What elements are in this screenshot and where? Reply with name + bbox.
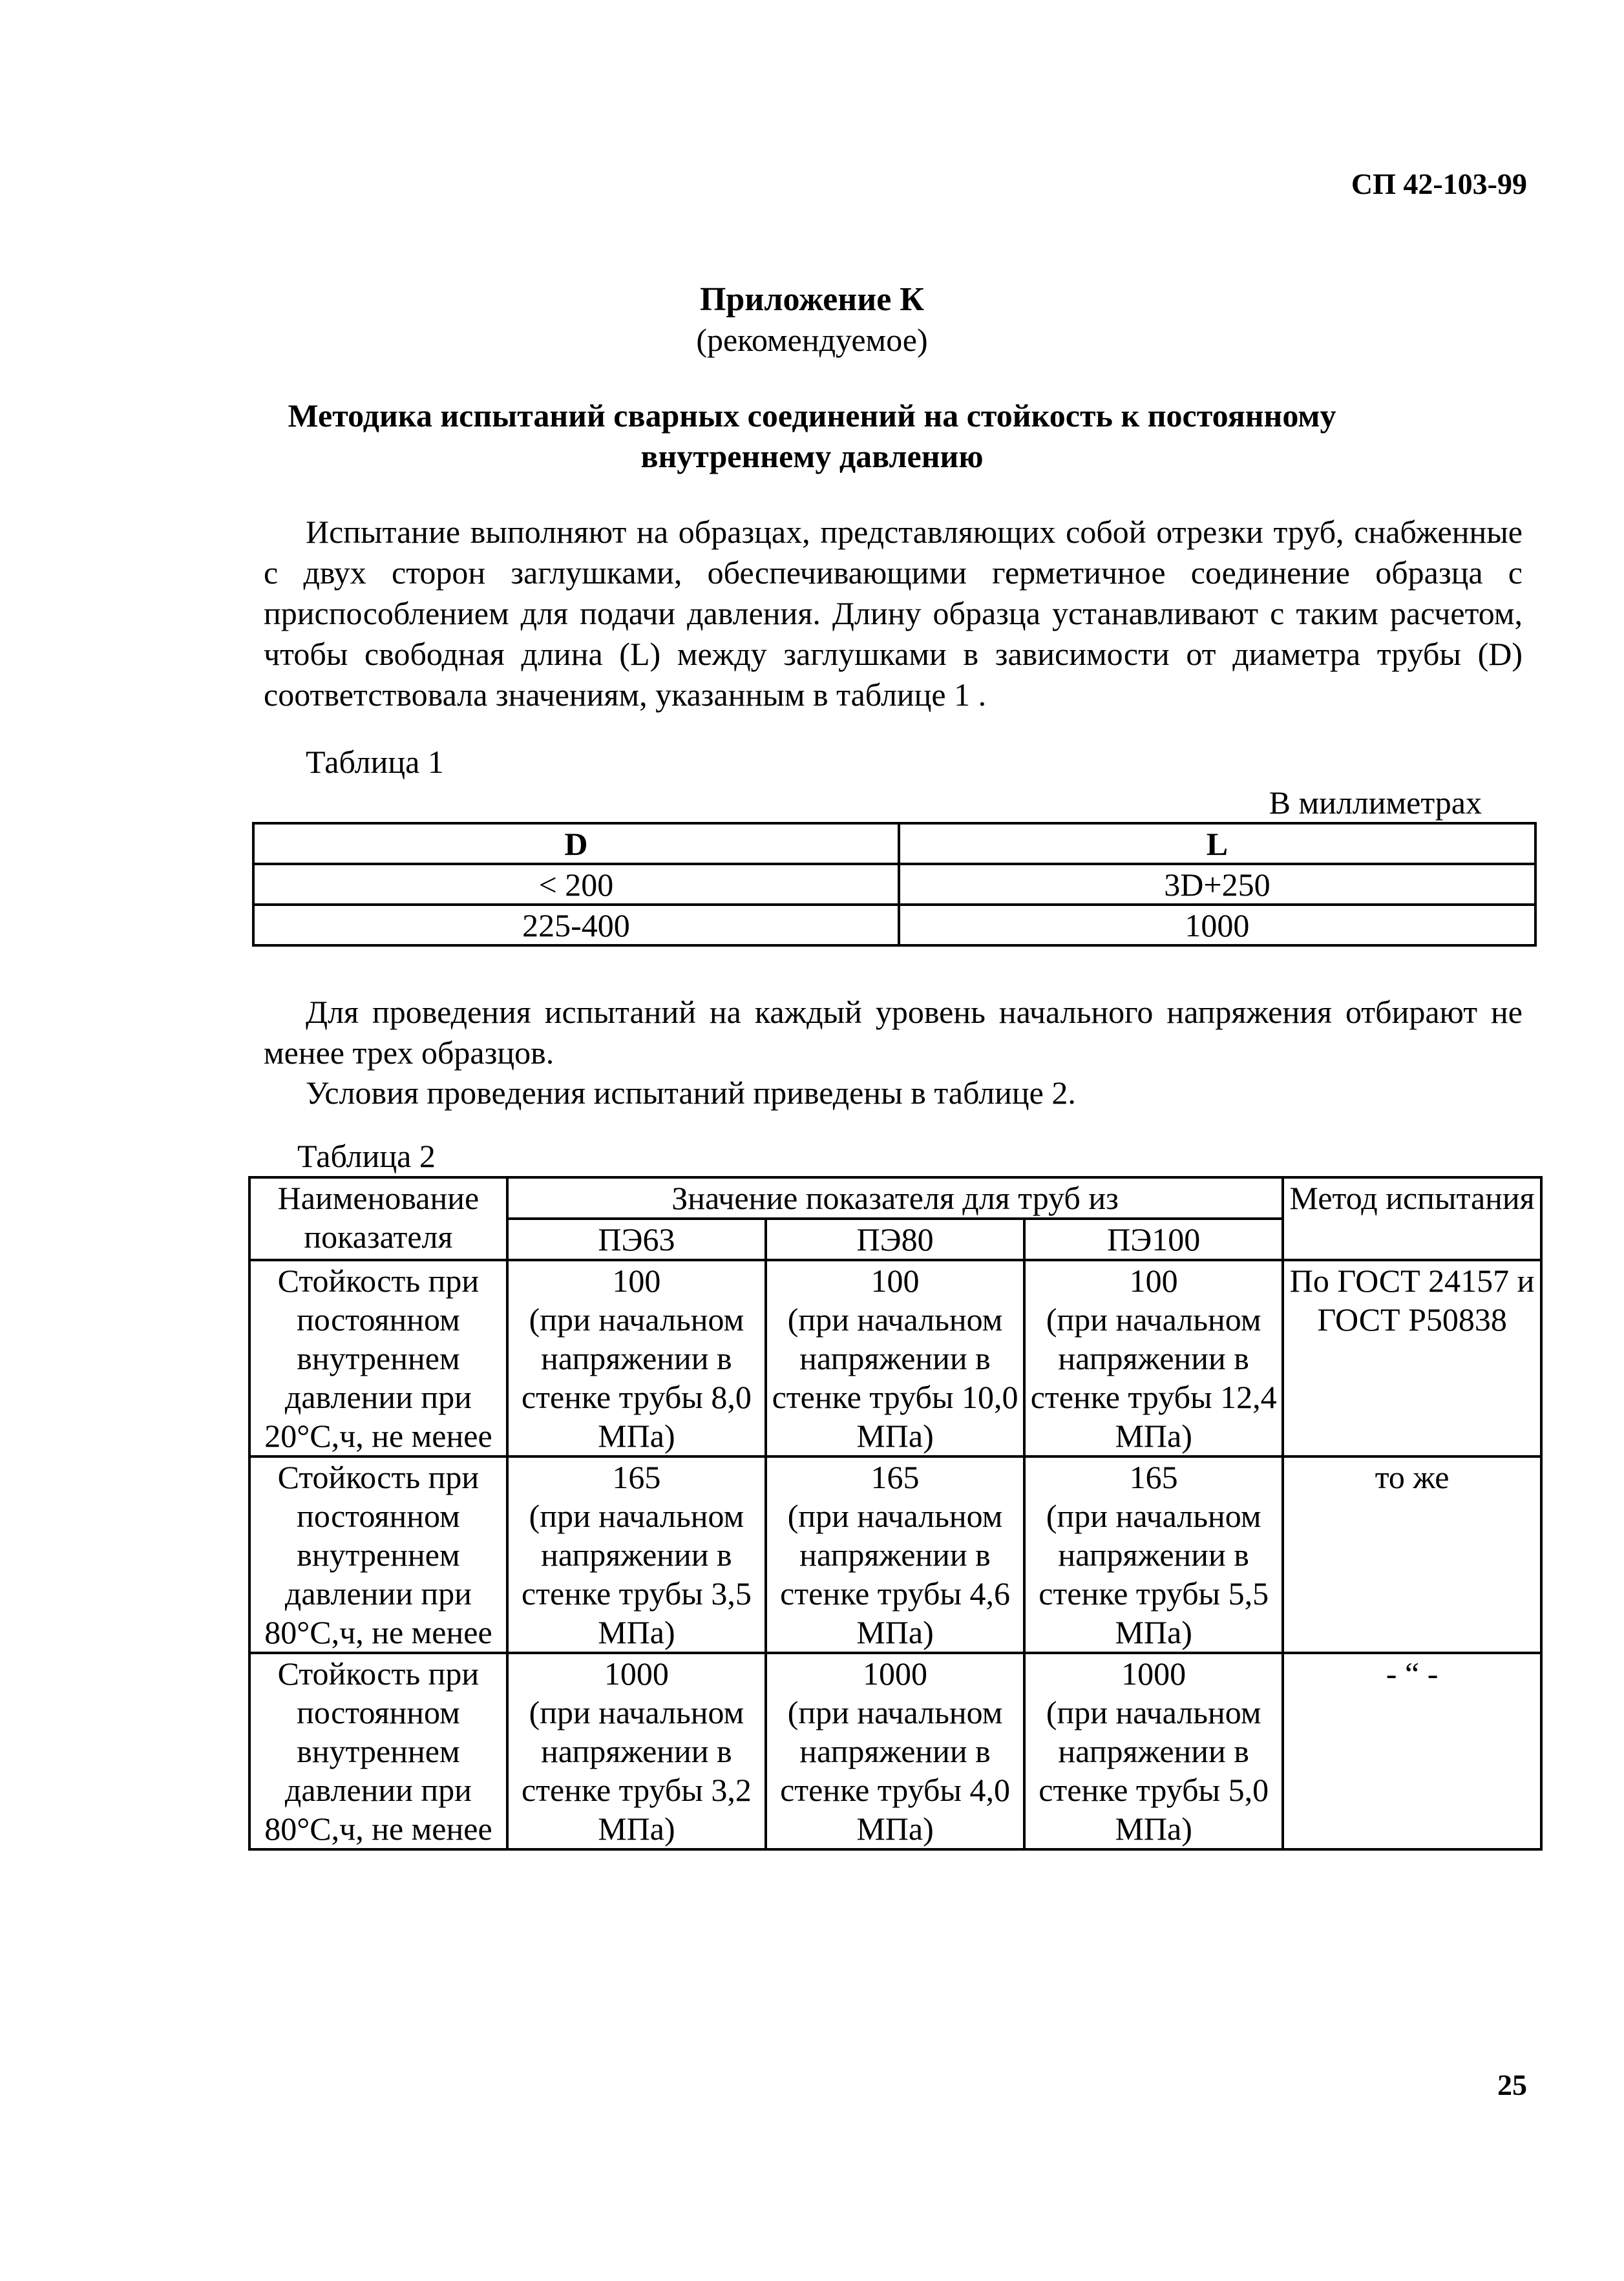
table2-header-row-1 [249, 1177, 1541, 1219]
table2-header-pe80: ПЭ80 [766, 1219, 1024, 1260]
table-row [249, 1456, 1541, 1653]
table2-cell: 1000 (при начальном напряжении в стенке трубы 4,0 МПа) [766, 1653, 1024, 1849]
document-code: СП 42-103-99 [1351, 167, 1527, 200]
table2-cell: 100 (при начальном напряжении в стенке трубы 10,0 МПа) [766, 1260, 1024, 1456]
method-title [0, 395, 1624, 477]
table2-cell: 165 (при начальном напряжении в стенке трубы 3,5 МПа) [507, 1456, 766, 1653]
table1-units: В миллиметрах [1269, 784, 1482, 821]
table2-cell: 100 (при начальном напряжении в стенке трубы 8,0 МПа) [507, 1260, 766, 1456]
table2-header-name: Наименование показателя [249, 1177, 507, 1260]
annex-subtitle: (рекомендуемое) [696, 322, 928, 358]
table-row [253, 864, 1535, 905]
page-number: 25 [1497, 2068, 1527, 2101]
table2-row-method: По ГОСТ 24157 и ГОСТ Р50838 [1283, 1260, 1541, 1456]
table1 [252, 822, 1537, 947]
table2-header-method: Метод испытания [1283, 1177, 1541, 1260]
table2-cell: 1000 (при начальном напряжении в стенке трубы 5,0 МПа) [1024, 1653, 1283, 1849]
table2-header-pe63: ПЭ63 [507, 1219, 766, 1260]
annex-title: Приложение К [699, 281, 924, 318]
table2-cell: 165 (при начальном напряжении в стенке трубы 4,6 МПа) [766, 1456, 1024, 1653]
table-row [253, 905, 1535, 945]
table1-caption: Таблица 1 [306, 744, 444, 780]
table2-header-group: Значение показателя для труб из [507, 1177, 1283, 1219]
table2-cell: 165 (при начальном напряжении в стенке трубы 5,5 МПа) [1024, 1456, 1283, 1653]
table2-row-method: - “ - [1283, 1653, 1541, 1849]
table1-cell: 3D+250 [899, 864, 1535, 905]
method-title-line-1: Методика испытаний сварных соединений на стойкость к постоянному [288, 397, 1336, 434]
paragraph-samples: Для проведения испытаний на каждый уровень начального напряжения отбирают не менее трех образцов. [264, 994, 1523, 1071]
table1-cell: 1000 [899, 905, 1535, 945]
table1-cell: 225-400 [253, 905, 899, 945]
table2-header-pe100: ПЭ100 [1024, 1219, 1283, 1260]
paragraph-conditions: Условия проведения испытаний приведены в таблице 2. [306, 1075, 1076, 1111]
table2-cell: 1000 (при начальном напряжении в стенке трубы 3,2 МПа) [507, 1653, 766, 1849]
table1-cell: < 200 [253, 864, 899, 905]
table2-row-name: Стойкость при постоянном внутреннем давлении при 80°С,ч, не менее [249, 1653, 507, 1849]
table2-caption: Таблица 2 [297, 1138, 436, 1174]
table1-header-d: D [253, 823, 899, 864]
table1-header-row [253, 823, 1535, 864]
paragraph-intro: Испытание выполняют на образцах, представляющих собой отрезки труб, снабженные с двух сторон заглушками, обеспечивающими герметичное соединение образца с приспособлением для подачи давления. Длину образца устанавливают с таким расчетом, чтобы свободная длина (L) между заглушками в зависимости от диаметра трубы (D) соответствовала значениям, указанным в таблице 1 . [264, 514, 1523, 713]
method-title-line-2: внутреннему давлению [640, 438, 984, 474]
table2-cell: 100 (при начальном напряжении в стенке трубы 12,4 МПа) [1024, 1260, 1283, 1456]
table2-row-name: Стойкость при постоянном внутреннем давлении при 80°С,ч, не менее [249, 1456, 507, 1653]
table1-header-l: L [899, 823, 1535, 864]
table-row [249, 1260, 1541, 1456]
table-row [249, 1653, 1541, 1849]
table2-row-name: Стойкость при постоянном внутреннем давлении при 20°С,ч, не менее [249, 1260, 507, 1456]
table2-row-method: то же [1283, 1456, 1541, 1653]
table2 [248, 1176, 1543, 1851]
